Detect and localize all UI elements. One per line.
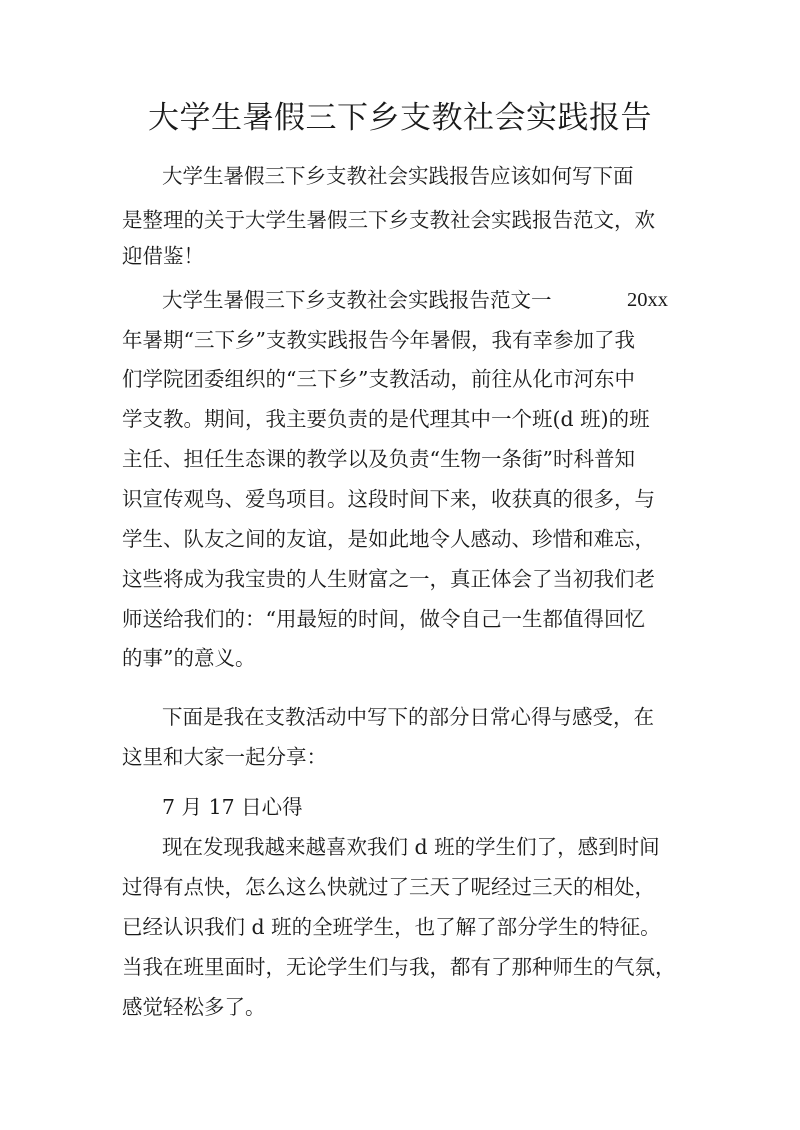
diary-line-1: 现在发现我越来越喜欢我们 d 班的学生们了，感到时间 [162, 835, 660, 859]
section1-line-2: 们学院团委组织的“三下乡”支教活动，前往从化市河东中 [122, 367, 635, 391]
section1-line-6: 学生、队友之间的友谊，是如此地令人感动、珍惜和难忘， [122, 527, 655, 551]
section1-line-8: 师送给我们的：“用最短的时间，做令自己一生都值得回忆 [122, 607, 645, 631]
section1-year: 20xx [627, 289, 668, 311]
intro-line-1: 大学生暑假三下乡支教社会实践报告应该如何写下面 [162, 164, 634, 188]
section1-line-1: 年暑期“三下乡”支教实践报告今年暑假，我有幸参加了我 [122, 328, 635, 352]
share-line-2: 这里和大家一起分享： [122, 745, 327, 769]
section1-line-5: 识宣传观鸟、爱鸟项目。这段时间下来，收获真的很多，与 [122, 487, 655, 511]
intro-line-3: 迎借鉴！ [122, 244, 204, 268]
diary-line-4: 当我在班里面时，无论学生们与我，都有了那种师生的气氛， [122, 955, 676, 979]
diary-heading: 7 月 17 日心得 [162, 795, 303, 819]
document-title: 大学生暑假三下乡支教社会实践报告 [148, 100, 652, 136]
section1-line-3: 学支教。期间，我主要负责的是代理其中一个班(d 班)的班 [122, 407, 650, 431]
intro-line-2: 是整理的关于大学生暑假三下乡支教社会实践报告范文，欢 [122, 208, 655, 232]
diary-line-2: 过得有点快，怎么这么快就过了三天了呢经过三天的相处， [122, 875, 655, 899]
share-line-1: 下面是我在支教活动中写下的部分日常心得与感受，在 [162, 705, 654, 729]
section1-line-7: 这些将成为我宝贵的人生财富之一，真正体会了当初我们老 [122, 567, 655, 591]
diary-line-5: 感觉轻松多了。 [122, 995, 266, 1019]
diary-line-3: 已经认识我们 d 班的全班学生，也了解了部分学生的特征。 [122, 915, 661, 939]
section1-line-9: 的事”的意义。 [122, 646, 256, 670]
section1-line-4: 主任、担任生态课的教学以及负责“生物一条街”时科普知 [122, 447, 635, 471]
section1-heading: 大学生暑假三下乡支教社会实践报告范文一 [162, 288, 552, 312]
